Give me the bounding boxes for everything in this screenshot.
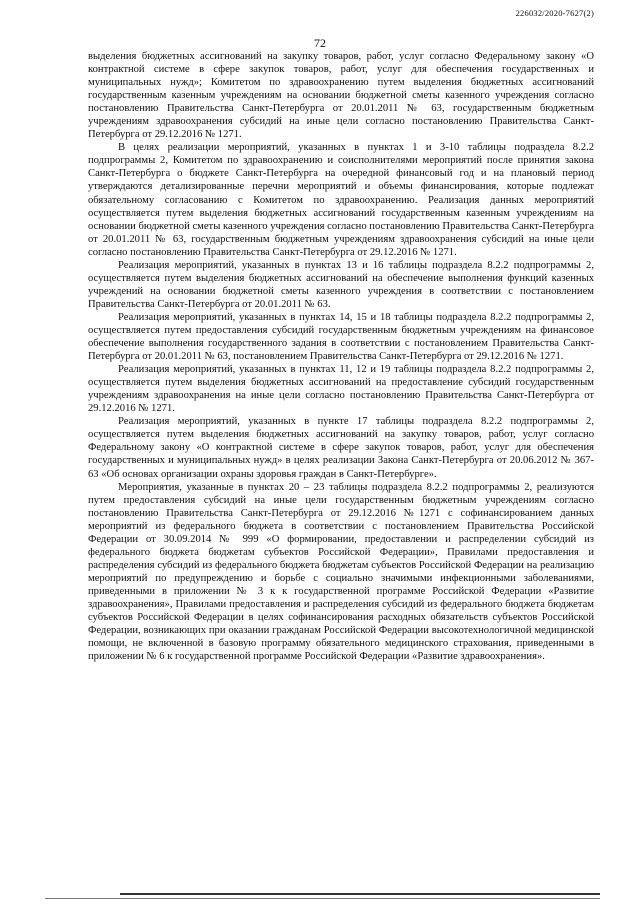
paragraph-continuation: выделения бюджетных ассигнований на закупку товаров, работ, услуг согласно Федеральному закону «О контрактной системе в сфере закупок товаров, работ, услуг для обеспечения государственных и муниципальных нужд»; Комитетом по здравоохранению путем выделения бюджетных ассигнований государственным казенным учреждениям на основании бюджетной сметы казенного учреждения согласно постановлению Правительства Санкт-Петербурга от 20.01.2011 № 63, государственным бюджетным учреждениям здравоохранения субсидий на иные цели согласно постановлению Правительства Санкт-Петербурга от 29.12.2016 № 1271.: [88, 51, 594, 141]
document-body: [88, 50, 594, 663]
footer-scan-line-thin: [45, 898, 600, 899]
document-id: 226032/2020-7627(2): [515, 8, 594, 18]
paragraph-items-1-3-10: В целях реализации мероприятий, указанных в пунктах 1 и 3-10 таблицы подраздела 8.2.2 подпрограммы 2, Комитетом по здравоохранению и соисполнителями мероприятий после принятия закона Санкт-Петербурга о бюджете Санкт-Петербурга на очередной финансовый год и на плановый период утверждаются детализированные перечни мероприятий и объемы финансирования, которые подлежат обязательному согласованию с Комитетом по здравоохранению. Реализация данных мероприятий осуществляется путем выделения бюджетных ассигнований государственным казенным учреждениям на основании бюджетной сметы казенного учреждения согласно постановлению Правительства Санкт-Петербурга от 20.01.2011 № 63, государственным бюджетным учреждениям здравоохранения субсидий на иные цели согласно постановлению Правительства Санкт-Петербурга от 29.12.2016 № 1271.: [88, 142, 594, 258]
paragraph-items-20-23: Мероприятия, указанные в пунктах 20 – 23 таблицы подраздела 8.2.2 подпрограммы 2, реализуются путем предоставления субсидий на иные цели государственным бюджетным учреждениям согласно постановлению Правительства Санкт-Петербурга от 29.12.2016 №1271 с софинансированием данных мероприятий из федерального бюджета в соответствии с постановлением Правительства Российской Федерации от 30.09.2014 № 999 «О формировании, предоставлении и распределении субсидий из федерального бюджета бюджетам субъектов Российской Федерации», Правилами предоставления и распределения субсидий из федерального бюджета бюджетам субъектов Российской Федерации на реализацию мероприятий по предупреждению и борьбе с социально значимыми инфекционными заболеваниями, приведенными в приложении № 3 к к государственной программе Российской Федерации «Развитие здравоохранения», Правилами предоставления и распределения субсидий из федерального бюджета бюджетам субъектов Российской Федерации в целях софинансирования расходных обязательств субъектов Российской Федерации, возникающих при оказании гражданам Российской Федерации высокотехнологичной медицинской помощи, не включенной в базовую программу обязательного медицинского страхования, приведенными в приложении № 6 к государственной программе Российской Федерации «Развитие здравоохранения».: [88, 481, 594, 663]
page-number: 72: [314, 36, 326, 50]
footer-scan-line: [120, 893, 600, 895]
paragraph-items-14-15-18: Реализация мероприятий, указанных в пунктах 14, 15 и 18 таблицы подраздела 8.2.2 подпрограммы 2, осуществляется путем предоставления субсидий государственным бюджетным учреждениям на финансовое обеспечение выполнения государственного задания в соответствии с постановлением Правительства Санкт-Петербурга от 20.01.2011 № 63, постановлением Правительства Санкт-Петербурга от 29.12.2016 № 1271.: [88, 311, 594, 363]
paragraph-items-11-12-19: Реализация мероприятий, указанных в пунктах 11, 12 и 19 таблицы подраздела 8.2.2 подпрограммы 2, осуществляется путем выделения бюджетных ассигнований на предоставление субсидий государственным учреждениям здравоохранения на иные цели согласно постановлению Правительства Санкт-Петербурга от 29.12.2016 № 1271.: [88, 364, 594, 415]
paragraph-item-17: Реализация мероприятий, указанных в пункте 17 таблицы подраздела 8.2.2 подпрограммы 2, осуществляется путем выделения бюджетных ассигнований на закупку товаров, работ, услуг согласно Федеральному закону «О контрактной системе в сфере закупок товаров, работ, услуг для обеспечения государственных и муниципальных нужд» в целях реализации Закона Санкт-Петербурга от 20.06.2012 № 367-63 «Об основах организации охраны здоровья граждан в Санкт-Петербурге».: [88, 416, 594, 480]
paragraph-items-13-16: Реализация мероприятий, указанных в пунктах 13 и 16 таблицы подраздела 8.2.2 подпрограммы 2, осуществляется путем выделения бюджетных ассигнований на обеспечение выполнения функций казенных учреждений на основании бюджетной сметы казенного учреждения в соответствии с постановлением Правительства Санкт-Петербурга от 20.01.2011 № 63.: [88, 259, 594, 310]
